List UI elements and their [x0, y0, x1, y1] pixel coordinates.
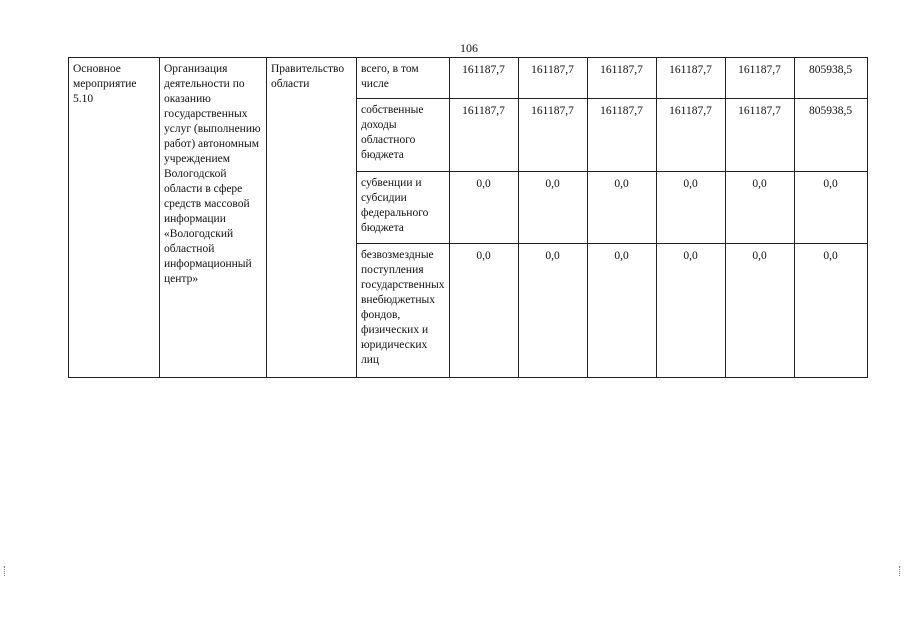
value-cell: 161187,7 [587, 58, 656, 99]
value-cell: 161187,7 [518, 58, 587, 99]
value-cell: 161187,7 [656, 58, 725, 99]
value-cell: 161187,7 [518, 99, 587, 172]
value-cell: 0,0 [656, 244, 725, 378]
value-cell: 0,0 [449, 172, 518, 244]
funding-source-cell: собственные доходы областного бюджета [357, 99, 450, 172]
value-cell: 161187,7 [725, 99, 794, 172]
measure-code: Основное мероприятие 5.10 [73, 63, 137, 105]
executor-name: Правительство области [271, 63, 345, 90]
table-row [69, 58, 868, 99]
executor-cell [267, 58, 357, 378]
funding-source-cell: безвозмездные поступления государственных внебюджетных фондов, физических и юридических лиц [357, 244, 450, 378]
scan-edge-mark [4, 566, 7, 576]
measure-name-cell [160, 58, 267, 378]
value-cell: 0,0 [587, 172, 656, 244]
funding-source-cell: субвенции и субсидии федерального бюджета [357, 172, 450, 244]
total-cell: 805938,5 [794, 58, 867, 99]
value-cell: 0,0 [725, 244, 794, 378]
measure-name: Организация деятельности по оказанию государственных услуг (выполнению работ) автономным учреждением Вологодской области в сфере средств массовой информации «Вологодский областной информационный центр» [164, 63, 261, 285]
scan-edge-mark [899, 566, 902, 576]
funding-source-cell: всего, в том числе [357, 58, 450, 99]
value-cell: 161187,7 [449, 99, 518, 172]
total-cell: 0,0 [794, 172, 867, 244]
budget-table [68, 57, 868, 378]
value-cell: 0,0 [725, 172, 794, 244]
value-cell: 161187,7 [725, 58, 794, 99]
value-cell: 0,0 [587, 244, 656, 378]
value-cell: 161187,7 [449, 58, 518, 99]
measure-code-cell [69, 58, 160, 378]
value-cell: 0,0 [656, 172, 725, 244]
value-cell: 0,0 [449, 244, 518, 378]
value-cell: 0,0 [518, 172, 587, 244]
total-cell: 0,0 [794, 244, 867, 378]
value-cell: 0,0 [518, 244, 587, 378]
total-cell: 805938,5 [794, 99, 867, 172]
page-number: 106 [460, 41, 478, 55]
value-cell: 161187,7 [656, 99, 725, 172]
value-cell: 161187,7 [587, 99, 656, 172]
